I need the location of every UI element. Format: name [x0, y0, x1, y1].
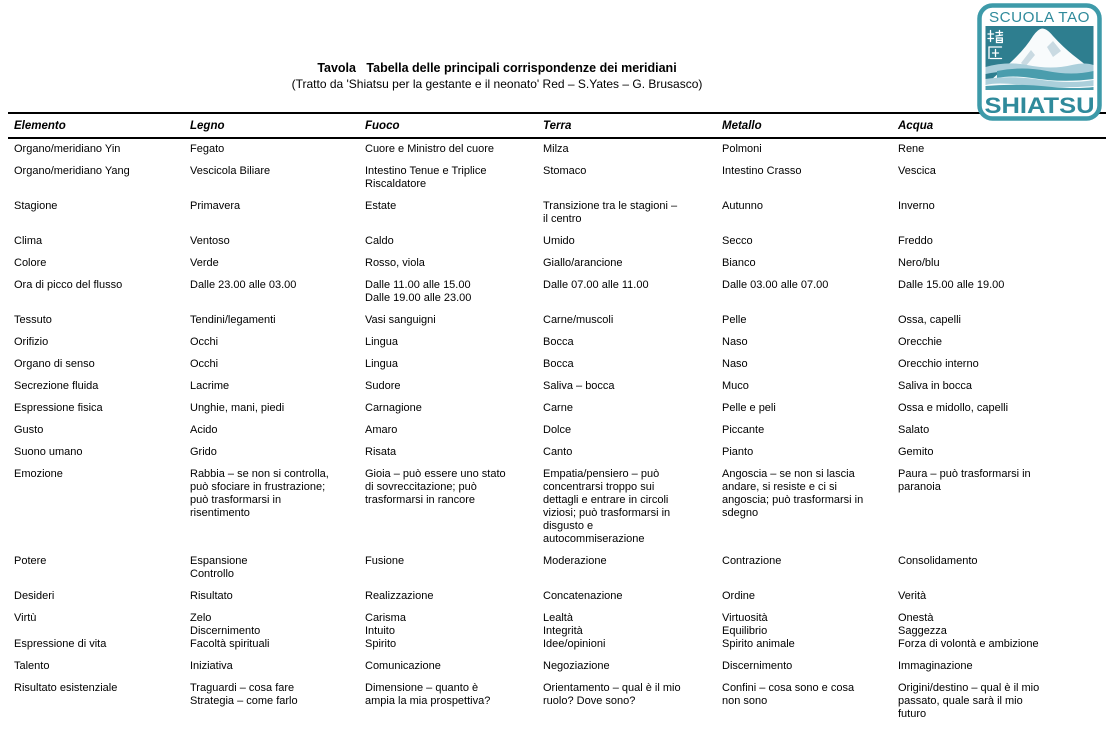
- row-label: Desideri: [14, 590, 55, 602]
- table-cell: Dimensione – quanto è ampia la mia prospettiva?: [365, 682, 491, 707]
- table-cell: Tendini/legamenti: [190, 314, 276, 326]
- table-row: [8, 257, 1106, 279]
- column-header: Acqua: [898, 113, 1106, 138]
- row-label: Gusto: [14, 424, 44, 436]
- table-cell: Carnagione: [365, 402, 422, 414]
- table-row: [8, 165, 1106, 200]
- table-cell: Carne: [543, 402, 573, 414]
- table-cell: Inverno: [898, 200, 935, 212]
- table-cell: Spirito: [365, 638, 397, 650]
- row-label: Stagione: [14, 200, 58, 212]
- row-label: Potere: [14, 555, 47, 567]
- table-cell: Risata: [365, 446, 397, 458]
- table-cell: Carisma Intuito: [365, 612, 406, 637]
- table-cell: Consolidamento: [898, 555, 978, 567]
- table-cell: Gemito: [898, 446, 934, 458]
- table-row: [8, 138, 1106, 165]
- header-row: [8, 113, 1106, 138]
- table-cell: Origini/destino – qual è il mio passato, quale sarà il mio futuro: [898, 682, 1040, 720]
- table-row: [8, 235, 1106, 257]
- row-label: Espressione fisica: [14, 402, 103, 414]
- table-cell: Canto: [543, 446, 573, 458]
- table-cell: Giallo/arancione: [543, 257, 623, 269]
- table-cell: Rene: [898, 143, 925, 155]
- title-block: [0, 61, 994, 92]
- table-cell: Vescica: [898, 165, 936, 177]
- table-cell: Risultato: [190, 590, 233, 602]
- table-cell: Dalle 11.00 alle 15.00 Dalle 19.00 alle 23.00: [365, 279, 472, 304]
- table-cell: Pianto: [722, 446, 754, 458]
- row-label: Orifizio: [14, 336, 49, 348]
- table-cell: Traguardi – cosa fare Strategia – come farlo: [190, 682, 298, 707]
- table-cell: Discernimento: [722, 660, 793, 672]
- table-cell: Contrazione: [722, 555, 782, 567]
- table-cell: Umido: [543, 235, 575, 247]
- table-cell: Estate: [365, 200, 397, 212]
- row-label: Espressione di vita: [14, 638, 107, 650]
- table-cell: Vasi sanguigni: [365, 314, 436, 326]
- row-label: Suono umano: [14, 446, 83, 458]
- table-cell: Fegato: [190, 143, 225, 155]
- column-header: Legno: [190, 113, 365, 138]
- row-label: Clima: [14, 235, 43, 247]
- row-label: Talento: [14, 660, 50, 672]
- table-cell: Nero/blu: [898, 257, 940, 269]
- table-cell: Zelo Discernimento: [190, 612, 261, 637]
- table-row: [8, 660, 1106, 682]
- table-cell: Orecchio interno: [898, 358, 979, 370]
- fuji-mountain-image: [986, 26, 1094, 90]
- table-cell: Bocca: [543, 336, 574, 348]
- table-cell: Polmoni: [722, 143, 762, 155]
- table-row: [8, 446, 1106, 468]
- column-header: Elemento: [8, 113, 190, 138]
- row-label: Colore: [14, 257, 47, 269]
- table-cell: Dalle 15.00 alle 19.00: [898, 279, 1005, 291]
- table-cell: Salato: [898, 424, 930, 436]
- logo-top-text: SCUOLA TAO: [989, 9, 1090, 26]
- table-row: [8, 402, 1106, 424]
- correspondence-table: [8, 112, 1106, 730]
- table-body: [8, 138, 1106, 730]
- table-cell: Muco: [722, 380, 749, 392]
- table-row: [8, 358, 1106, 380]
- table-cell: Occhi: [190, 336, 219, 348]
- table-cell: Pelle e peli: [722, 402, 776, 414]
- table-cell: Realizzazione: [365, 590, 434, 602]
- table-cell: Piccante: [722, 424, 765, 436]
- table-cell: Unghie, mani, piedi: [190, 402, 285, 414]
- table-row: [8, 468, 1106, 555]
- table-cell: Naso: [722, 358, 748, 370]
- table-cell: Primavera: [190, 200, 241, 212]
- table-cell: Transizione tra le stagioni – il centro: [543, 200, 678, 225]
- table-cell: Confini – cosa sono e cosa non sono: [722, 682, 855, 707]
- page-subtitle: (Tratto da 'Shiatsu per la gestante e il neonato' Red – S.Yates – G. Brusasco): [291, 77, 703, 91]
- table-cell: Milza: [543, 143, 569, 155]
- table-row: [8, 682, 1106, 730]
- table-cell: Moderazione: [543, 555, 607, 567]
- page-title: Tavola Tabella delle principali corrispondenze dei meridiani: [317, 61, 677, 75]
- table-cell: Paura – può trasformarsi in paranoia: [898, 468, 1031, 493]
- table-cell: Rosso, viola: [365, 257, 425, 269]
- table-cell: Idee/opinioni: [543, 638, 606, 650]
- table-row: [8, 612, 1106, 638]
- table-cell: Saliva – bocca: [543, 380, 615, 392]
- table-cell: Ossa e midollo, capelli: [898, 402, 1009, 414]
- row-label: Virtù: [14, 612, 37, 624]
- table-cell: Grido: [190, 446, 217, 458]
- table-cell: Concatenazione: [543, 590, 623, 602]
- row-label: Emozione: [14, 468, 63, 480]
- row-label: Risultato esistenziale: [14, 682, 118, 694]
- row-label: Organo/meridiano Yin: [14, 143, 121, 155]
- table-cell: Virtuosità Equilibrio: [722, 612, 768, 637]
- table-cell: Spirito animale: [722, 638, 795, 650]
- table-cell: Ventoso: [190, 235, 230, 247]
- table-cell: Lealtà Integrità: [543, 612, 583, 637]
- column-header: Terra: [543, 113, 722, 138]
- table-cell: Orientamento – qual è il mio ruolo? Dove sono?: [543, 682, 681, 707]
- table-cell: Iniziativa: [190, 660, 233, 672]
- table-cell: Intestino Tenue e Triplice Riscaldatore: [365, 165, 487, 190]
- table-cell: Lacrime: [190, 380, 230, 392]
- logo-bottom-text: SHIATSU: [984, 93, 1095, 118]
- table-cell: Lingua: [365, 336, 399, 348]
- table-row: [8, 279, 1106, 314]
- table-cell: Stomaco: [543, 165, 587, 177]
- table-cell: Secco: [722, 235, 753, 247]
- table-cell: Verità: [898, 590, 927, 602]
- table-cell: Cuore e Ministro del cuore: [365, 143, 495, 155]
- table-cell: Vescicola Biliare: [190, 165, 271, 177]
- row-label: Organo di senso: [14, 358, 95, 370]
- table-cell: Espansione Controllo: [190, 555, 248, 580]
- table-cell: Ordine: [722, 590, 756, 602]
- table-cell: Naso: [722, 336, 748, 348]
- table-row: [8, 590, 1106, 612]
- table-cell: Orecchie: [898, 336, 943, 348]
- table-cell: Acido: [190, 424, 218, 436]
- table-cell: Negoziazione: [543, 660, 610, 672]
- table-cell: Dolce: [543, 424, 572, 436]
- table-row: [8, 638, 1106, 660]
- table-cell: Dalle 03.00 alle 07.00: [722, 279, 829, 291]
- table-cell: Sudore: [365, 380, 401, 392]
- table-cell: Bianco: [722, 257, 756, 269]
- table-cell: Ossa, capelli: [898, 314, 961, 326]
- table-cell: Comunicazione: [365, 660, 441, 672]
- table-cell: Fusione: [365, 555, 405, 567]
- table-cell: Dalle 23.00 alle 03.00: [190, 279, 297, 291]
- table-cell: Intestino Crasso: [722, 165, 802, 177]
- table-cell: Dalle 07.00 alle 11.00: [543, 279, 649, 291]
- table-cell: Angoscia – se non si lascia andare, si resiste e ci si angoscia; può trasformarsi in sdegno: [722, 468, 864, 519]
- table-cell: Verde: [190, 257, 219, 269]
- table-row: [8, 424, 1106, 446]
- table-cell: Saliva in bocca: [898, 380, 972, 392]
- table-cell: Bocca: [543, 358, 574, 370]
- table-cell: Gioia – può essere uno stato di sovreccitazione; può trasformarsi in rancore: [365, 468, 506, 506]
- table-cell: Carne/muscoli: [543, 314, 614, 326]
- table-cell: Forza di volontà e ambizione: [898, 638, 1039, 650]
- table-cell: Immaginazione: [898, 660, 973, 672]
- table-cell: Caldo: [365, 235, 394, 247]
- row-label: Organo/meridiano Yang: [14, 165, 130, 177]
- table-cell: Lingua: [365, 358, 399, 370]
- column-header: Metallo: [722, 113, 898, 138]
- table-row: [8, 314, 1106, 336]
- row-label: Tessuto: [14, 314, 52, 326]
- table-row: [8, 555, 1106, 590]
- scuola-tao-shiatsu-logo: [977, 3, 1102, 121]
- column-header: Fuoco: [365, 113, 543, 138]
- table-cell: Amaro: [365, 424, 398, 436]
- table-cell: Facoltà spirituali: [190, 638, 270, 650]
- row-label: Ora di picco del flusso: [14, 279, 123, 291]
- table-row: [8, 380, 1106, 402]
- table-cell: Freddo: [898, 235, 933, 247]
- table-cell: Occhi: [190, 358, 219, 370]
- row-label: Secrezione fluida: [14, 380, 99, 392]
- table-cell: Onestà Saggezza: [898, 612, 947, 637]
- table-row: [8, 336, 1106, 358]
- table-cell: Empatia/pensiero – può concentrarsi troppo sui dettagli e entrare in circoli viziosi; può trasformarsi in disgusto e autocommiserazione: [543, 468, 671, 545]
- table-cell: Rabbia – se non si controlla, può sfociare in frustrazione; può trasformarsi in risentimento: [190, 468, 329, 519]
- table-row: [8, 200, 1106, 235]
- table-cell: Autunno: [722, 200, 763, 212]
- table-cell: Pelle: [722, 314, 747, 326]
